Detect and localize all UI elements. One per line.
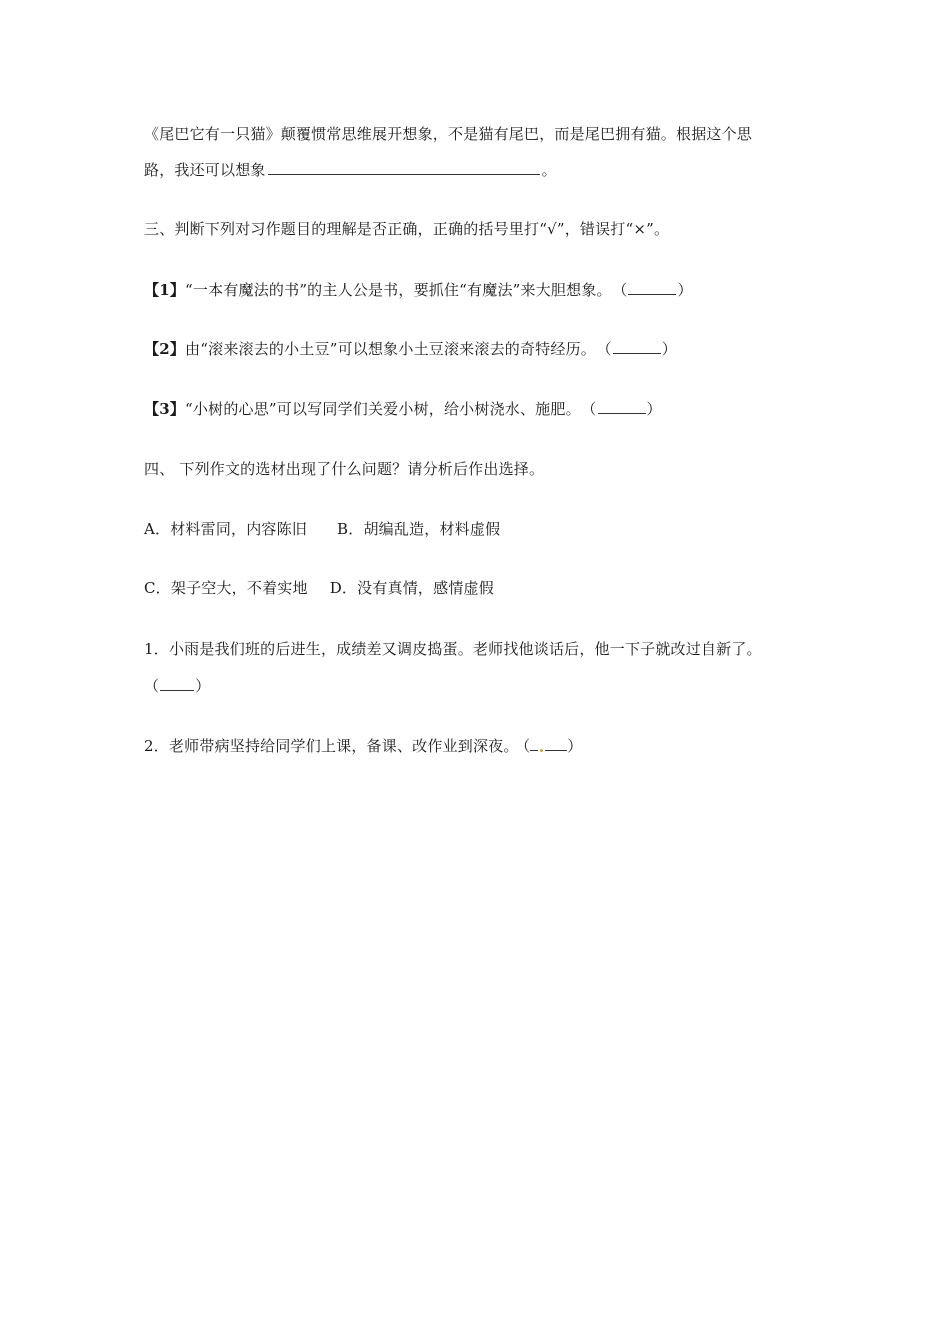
- option-c: C．架子空大，不着实地: [144, 579, 308, 597]
- question-2: 2．老师带病坚持给同学们上课，备课、改作业到深夜。 （ ）: [144, 737, 583, 755]
- question-text: 小雨是我们班的后进生，成绩差又调皮捣蛋。老师找他谈话后，他一下子就改过自新了。: [168, 640, 762, 658]
- item-text: 由“滚来滚去的小土豆”可以想象小土豆滚来滚去的奇特经历。: [185, 340, 596, 358]
- option-a: A．材料雷同，内容陈旧: [144, 520, 308, 538]
- answer-blank-3[interactable]: [598, 399, 646, 414]
- imagination-answer-blank[interactable]: [268, 160, 540, 175]
- answer-blank-2[interactable]: [613, 339, 661, 354]
- question-1-answer: （ ）: [144, 677, 211, 695]
- item-label: 【2】: [144, 340, 186, 358]
- option-d: D．没有真情，感情虚假: [329, 579, 494, 597]
- section-4-heading: 四、 下列作文的选材出现了什么问题？请分析后作出选择。: [144, 460, 545, 478]
- question-number: 2．: [144, 737, 169, 755]
- judgement-item-1: 【1】“一本有魔法的书”的主人公是书，要抓住“有魔法”来大胆想象。 （ ）: [144, 281, 693, 299]
- answer-blank-q2[interactable]: [545, 736, 567, 751]
- item-label: 【3】: [144, 400, 186, 418]
- options-row-1: [144, 519, 500, 539]
- judgement-item-3: 【3】“小树的心思”可以写同学们关爱小树，给小树浇水、施肥。 （ ）: [144, 400, 662, 418]
- reflection-line-2: 路，我还可以想象 。: [144, 161, 557, 179]
- answer-blank-1[interactable]: [628, 280, 676, 295]
- question-number: 1．: [144, 640, 169, 658]
- question-1: [144, 639, 762, 659]
- question-text: 老师带病坚持给同学们上课，备课、改作业到深夜。: [168, 737, 519, 755]
- dot-mark: [540, 749, 543, 752]
- item-text: “一本有魔法的书”的主人公是书，要抓住“有魔法”来大胆想象。: [185, 281, 612, 299]
- section-3-heading: 三、判断下列对习作题目的理解是否正确，正确的括号里打“√”，错误打“×”。: [144, 220, 670, 238]
- reflection-line-1: 《尾巴它有一只猫》颠覆惯常思维展开想象，不是猫有尾巴，而是尾巴拥有猫。根据这个思: [144, 125, 753, 143]
- answer-blank-q1[interactable]: [160, 676, 194, 691]
- judgement-item-2: 【2】由“滚来滚去的小土豆”可以想象小土豆滚来滚去的奇特经历。 （ ）: [144, 340, 677, 358]
- item-text: “小树的心思”可以写同学们关爱小树，给小树浇水、施肥。: [185, 400, 581, 418]
- item-label: 【1】: [144, 281, 186, 299]
- options-row-2: [144, 578, 494, 598]
- option-b: B．胡编乱造，材料虚假: [337, 520, 501, 538]
